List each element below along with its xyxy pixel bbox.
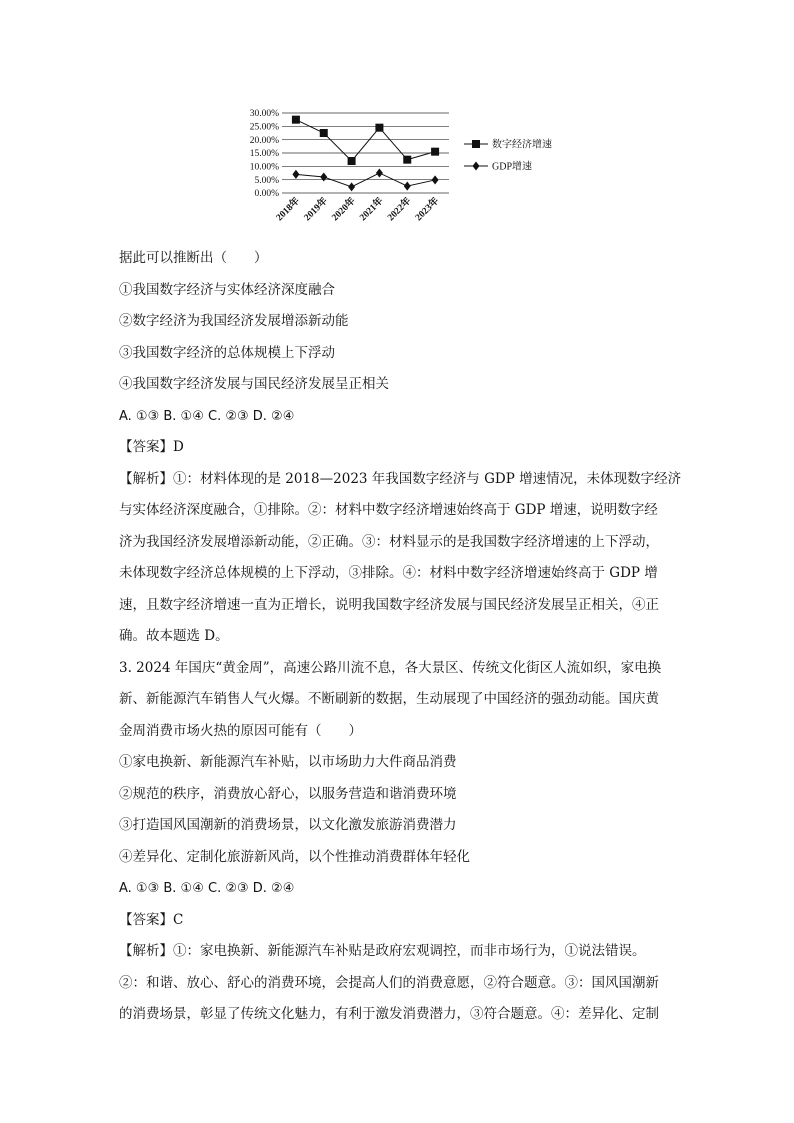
- x-tick-label: 2023年: [413, 196, 442, 224]
- x-axis-tick-labels: [273, 194, 441, 223]
- data-point: [320, 172, 327, 181]
- q3-option-1: ①家电换新、新能源汽车补贴，以市场助力大件商品消费: [119, 754, 457, 770]
- data-point: [348, 182, 355, 191]
- chart-series: [292, 116, 439, 192]
- q2-stem: 据此可以推断出（ ）: [119, 250, 268, 266]
- q3-analysis: [119, 936, 679, 1031]
- q3-stem: [119, 653, 679, 748]
- q3-stem-line: 金周消费市场火热的原因可能有（ ）: [119, 722, 362, 739]
- q3-choices: A. ①③ B. ①④ C. ②③ D. ②④: [119, 881, 295, 896]
- series-line-1: [296, 120, 435, 161]
- legend-label: 数字经济增速: [492, 139, 552, 151]
- q3-option-2: ②规范的秩序，消费放心舒心，以服务营造和谐消费环境: [119, 785, 457, 802]
- chart-legend: [464, 138, 552, 173]
- q3-analysis-line: 【解析】①：家电换新、新能源汽车补贴是政府宏观调控，而非市场行为，①说法错误。: [119, 943, 646, 959]
- q3-stem-line: 新、新能源汽车销售人气火爆。不断刷新的数据，生动展现了中国经济的强劲动能。国庆黄: [119, 691, 659, 707]
- data-point: [292, 170, 299, 179]
- data-point: [404, 182, 411, 191]
- q2-choices: A. ①③ B. ①④ C. ②③ D. ②④: [119, 408, 295, 424]
- q2-analysis: [119, 464, 682, 653]
- document-body: [119, 243, 682, 1031]
- data-point: [431, 148, 439, 156]
- data-point: [432, 175, 439, 184]
- q3-option-4: ④差异化、定制化旅游新风尚，以个性推动消费群体年轻化: [119, 848, 470, 865]
- q2-analysis-line: 济为我国经济发展增添新动能，②正确。③：材料显示的是我国数字经济增速的上下浮动，: [119, 533, 659, 550]
- q3-analysis-line: ②：和谐、放心、舒心的消费环境，会提高人们的消费意愿，②符合题意。③：国风国潮新: [119, 974, 659, 991]
- y-tick-label: 30.00%: [249, 109, 279, 120]
- q3-option-3: ③打造国风国潮新的消费场景，以文化激发旅游消费潜力: [119, 817, 457, 833]
- legend-marker: [473, 161, 480, 170]
- y-tick-label: 15.00%: [249, 149, 279, 160]
- data-point: [348, 157, 356, 165]
- q3-analysis-line: 的消费场景，彰显了传统文化魅力，有利于激发消费潜力，③符合题意。④：差异化、定制: [119, 1006, 659, 1022]
- q3-answer: 【答案】C: [119, 911, 184, 928]
- q2-analysis-line: 与实体经济深度融合，①排除。②：材料中数字经济增速始终高于 GDP 增速，说明数字经: [119, 502, 658, 518]
- y-tick-label: 0.00%: [254, 189, 279, 200]
- x-tick-label: 2019年: [302, 196, 330, 224]
- q2-analysis-line: 未体现数字经济总体规模的上下浮动，③排除。④：材料中数字经济增速始终高于 GDP 增: [119, 565, 658, 581]
- x-tick-label: 2021年: [358, 196, 386, 224]
- data-point: [292, 116, 300, 124]
- y-tick-label: 20.00%: [249, 135, 279, 146]
- q2-analysis-line: 【解析】①：材料体现的是 2018—2023 年我国数字经济与 GDP 增速情况，未体现数字经济: [119, 470, 682, 487]
- x-tick-label: 2020年: [330, 196, 358, 224]
- q2-option-3: ③我国数字经济的总体规模上下浮动: [119, 344, 335, 361]
- q2-analysis-line: 速，且数字经济增速一直为正增长，说明我国数字经济发展与国民经济发展呈正相关，④正: [119, 596, 659, 613]
- q3-stem-line: 3. 2024 年国庆“黄金周”，高速公路川流不息，各大景区、传统文化街区人流如织，家电换: [119, 659, 662, 676]
- y-tick-label: 5.00%: [254, 175, 279, 186]
- x-tick-label: 2018年: [274, 196, 303, 224]
- q2-analysis-line: 确。故本题选 D。: [119, 628, 229, 644]
- data-point: [375, 124, 383, 132]
- data-point: [320, 129, 328, 137]
- y-tick-label: 25.00%: [249, 122, 279, 133]
- q2-option-4: ④我国数字经济发展与国民经济发展呈正相关: [119, 376, 389, 392]
- q2-answer: 【答案】D: [119, 439, 184, 455]
- legend-marker: [472, 140, 480, 148]
- y-tick-label: 10.00%: [249, 162, 279, 173]
- q2-option-1: ①我国数字经济与实体经济深度融合: [119, 281, 335, 298]
- data-point: [403, 156, 411, 164]
- y-axis-tick-labels: [250, 109, 279, 199]
- x-tick-label: 2022年: [386, 196, 414, 224]
- growth-line-chart: [236, 102, 566, 232]
- q2-option-2: ②数字经济为我国经济发展增添新动能: [119, 313, 349, 329]
- data-point: [376, 168, 383, 177]
- legend-label: GDP增速: [492, 161, 533, 173]
